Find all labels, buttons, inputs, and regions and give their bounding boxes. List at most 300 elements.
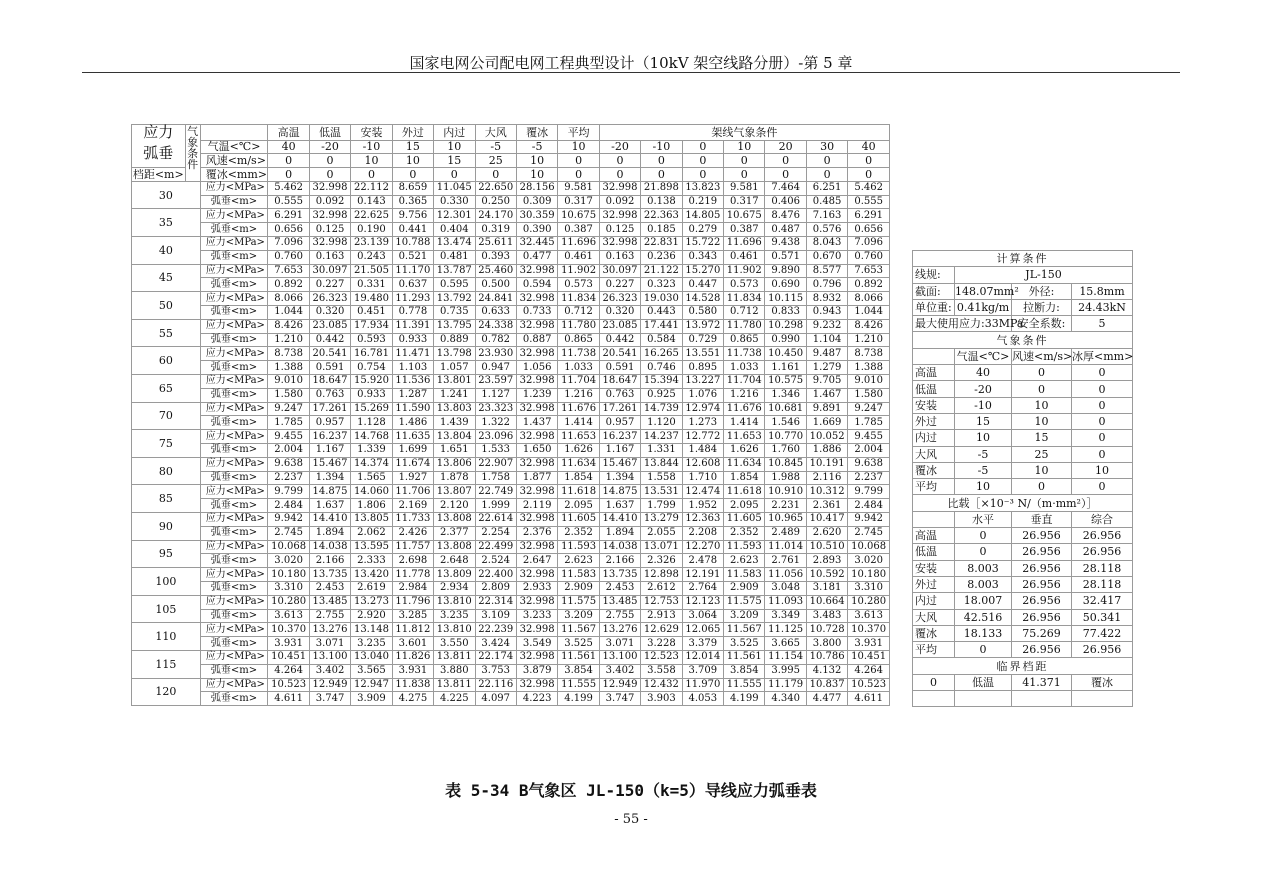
sag-value: 3.048 bbox=[765, 582, 806, 596]
weather-wind: 0 bbox=[1012, 381, 1072, 397]
stress-value: 16.265 bbox=[641, 347, 682, 361]
sag-value: 0.185 bbox=[641, 223, 682, 237]
sag-value: 0.309 bbox=[516, 195, 557, 209]
stress-value: 13.787 bbox=[434, 264, 475, 278]
stress-value: 11.704 bbox=[558, 375, 599, 389]
stress-value: 13.811 bbox=[434, 678, 475, 692]
stress-label: 应力<MPa> bbox=[200, 540, 268, 554]
stress-value: 11.179 bbox=[765, 678, 806, 692]
stress-row bbox=[132, 595, 890, 609]
stress-value: 18.647 bbox=[309, 375, 350, 389]
sag-value: 2.352 bbox=[724, 526, 765, 540]
stress-value: 30.359 bbox=[516, 209, 557, 223]
span-value: 85 bbox=[132, 485, 201, 513]
overhead-condition-label: 架线气象条件 bbox=[599, 125, 889, 141]
sag-value: 0.584 bbox=[641, 333, 682, 347]
unit-weight-value: 0.41kg/m bbox=[955, 299, 1012, 315]
stress-row bbox=[132, 678, 890, 692]
stress-value: 12.629 bbox=[641, 623, 682, 637]
stress-value: 15.920 bbox=[351, 375, 392, 389]
sag-value: 0.712 bbox=[558, 306, 599, 320]
sag-value: 0.406 bbox=[765, 195, 806, 209]
sag-value: 0.957 bbox=[599, 416, 640, 430]
sag-value: 1.565 bbox=[351, 471, 392, 485]
safety-factor-label: 安全系数: bbox=[1012, 316, 1072, 332]
sag-value: 3.601 bbox=[392, 637, 433, 651]
stress-label: 应力<MPa> bbox=[200, 181, 268, 195]
stress-value: 25.460 bbox=[475, 264, 516, 278]
stress-value: 9.487 bbox=[806, 347, 847, 361]
stress-value: 10.845 bbox=[765, 457, 806, 471]
critical-span-value: 覆冰 bbox=[1072, 674, 1133, 690]
critical-span-value: 低温 bbox=[955, 674, 1012, 690]
weather-param-cell: 15 bbox=[392, 140, 433, 154]
load-vertical: 26.956 bbox=[1012, 609, 1072, 625]
sag-value: 1.287 bbox=[392, 388, 433, 402]
sag-value: 0.320 bbox=[309, 306, 350, 320]
sag-value: 2.745 bbox=[848, 526, 890, 540]
blank-cell bbox=[913, 511, 955, 527]
sag-value: 1.637 bbox=[599, 499, 640, 513]
sag-value: 0.447 bbox=[682, 278, 723, 292]
sag-value: 3.931 bbox=[848, 637, 890, 651]
stress-value: 10.280 bbox=[268, 595, 309, 609]
stress-value: 14.805 bbox=[682, 209, 723, 223]
sag-value: 2.489 bbox=[765, 526, 806, 540]
stress-value: 9.455 bbox=[848, 430, 890, 444]
sag-value: 1.056 bbox=[516, 361, 557, 375]
ice-row bbox=[132, 168, 890, 182]
sag-label: 弧垂<m> bbox=[200, 582, 268, 596]
span-value: 80 bbox=[132, 457, 201, 485]
stress-row bbox=[132, 347, 890, 361]
sag-value: 2.761 bbox=[765, 554, 806, 568]
stress-value: 5.462 bbox=[848, 181, 890, 195]
stress-value: 9.705 bbox=[806, 375, 847, 389]
sag-value: 1.799 bbox=[641, 499, 682, 513]
stress-row bbox=[132, 430, 890, 444]
stress-value: 11.125 bbox=[765, 623, 806, 637]
sag-value: 2.062 bbox=[351, 526, 392, 540]
weather-wind: 15 bbox=[1012, 430, 1072, 446]
stress-value: 13.823 bbox=[682, 181, 723, 195]
stress-value: 11.738 bbox=[724, 347, 765, 361]
weather-param-cell: 0 bbox=[392, 168, 433, 182]
stress-value: 11.593 bbox=[558, 540, 599, 554]
stress-value: 11.634 bbox=[558, 457, 599, 471]
stress-value: 17.261 bbox=[309, 402, 350, 416]
stress-value: 12.753 bbox=[641, 595, 682, 609]
load-horizontal: 0 bbox=[955, 528, 1012, 544]
sag-value: 1.167 bbox=[309, 444, 350, 458]
stress-value: 11.555 bbox=[724, 678, 765, 692]
stress-value: 10.837 bbox=[806, 678, 847, 692]
stress-value: 13.792 bbox=[434, 292, 475, 306]
stress-value: 10.910 bbox=[765, 485, 806, 499]
stress-value: 13.808 bbox=[434, 513, 475, 527]
stress-value: 11.733 bbox=[392, 513, 433, 527]
weather-param-cell: 0 bbox=[351, 168, 392, 182]
sag-row bbox=[132, 333, 890, 347]
stress-value: 10.675 bbox=[558, 209, 599, 223]
sag-value: 1.785 bbox=[848, 416, 890, 430]
weather-param-cell: -10 bbox=[351, 140, 392, 154]
sag-label: 弧垂<m> bbox=[200, 637, 268, 651]
load-condition-name: 大风 bbox=[913, 609, 955, 625]
stress-value: 22.650 bbox=[475, 181, 516, 195]
critical-span-value: 0 bbox=[913, 674, 955, 690]
sag-value: 0.461 bbox=[558, 250, 599, 264]
stress-value: 32.998 bbox=[516, 457, 557, 471]
stress-value: 8.043 bbox=[806, 237, 847, 251]
stress-value: 32.998 bbox=[309, 237, 350, 251]
sag-value: 1.626 bbox=[724, 444, 765, 458]
stress-value: 13.273 bbox=[351, 595, 392, 609]
sag-value: 3.800 bbox=[806, 637, 847, 651]
sag-value: 2.095 bbox=[558, 499, 599, 513]
sag-value: 0.461 bbox=[724, 250, 765, 264]
stress-value: 11.780 bbox=[724, 319, 765, 333]
sag-value: 1.241 bbox=[434, 388, 475, 402]
stress-value: 8.738 bbox=[268, 347, 309, 361]
stress-value: 11.093 bbox=[765, 595, 806, 609]
sag-value: 1.388 bbox=[268, 361, 309, 375]
stress-value: 12.949 bbox=[599, 678, 640, 692]
sag-value: 0.317 bbox=[724, 195, 765, 209]
sag-value: 0.487 bbox=[765, 223, 806, 237]
sag-value: 0.393 bbox=[475, 250, 516, 264]
stress-value: 32.998 bbox=[516, 402, 557, 416]
span-value: 60 bbox=[132, 347, 201, 375]
stress-value: 22.749 bbox=[475, 485, 516, 499]
sag-value: 1.322 bbox=[475, 416, 516, 430]
stress-value: 15.467 bbox=[599, 457, 640, 471]
sag-value: 2.648 bbox=[434, 554, 475, 568]
weather-condition-row bbox=[913, 446, 1133, 462]
stress-value: 32.998 bbox=[516, 319, 557, 333]
sag-row bbox=[132, 444, 890, 458]
sag-value: 1.467 bbox=[806, 388, 847, 402]
stress-label: 应力<MPa> bbox=[200, 457, 268, 471]
sag-label: 弧垂<m> bbox=[200, 250, 268, 264]
stress-value: 12.772 bbox=[682, 430, 723, 444]
load-condition-name: 内过 bbox=[913, 593, 955, 609]
weather-param-cell: 10 bbox=[516, 168, 557, 182]
sag-value: 3.709 bbox=[682, 664, 723, 678]
stress-value: 13.276 bbox=[309, 623, 350, 637]
stress-value: 22.831 bbox=[641, 237, 682, 251]
stress-value: 11.635 bbox=[392, 430, 433, 444]
header-title: 国家电网公司配电网工程典型设计（10kV 架空线路分册）-第 5 章 bbox=[409, 54, 853, 72]
weather-param-cell: 0 bbox=[599, 168, 640, 182]
stress-value: 32.998 bbox=[516, 540, 557, 554]
sag-value: 0.594 bbox=[516, 278, 557, 292]
sag-value: 0.571 bbox=[765, 250, 806, 264]
stress-value: 22.112 bbox=[351, 181, 392, 195]
stress-value: 13.810 bbox=[434, 623, 475, 637]
stress-value: 13.148 bbox=[351, 623, 392, 637]
span-value: 120 bbox=[132, 678, 201, 706]
weather-condition-row bbox=[913, 381, 1133, 397]
sag-value: 4.132 bbox=[806, 664, 847, 678]
stress-value: 6.291 bbox=[848, 209, 890, 223]
sag-value: 1.331 bbox=[641, 444, 682, 458]
weather-condition-name: 覆冰 bbox=[913, 462, 955, 478]
sag-label: 弧垂<m> bbox=[200, 223, 268, 237]
load-combined: 26.956 bbox=[1072, 544, 1133, 560]
sag-value: 2.933 bbox=[516, 582, 557, 596]
weather-param-cell: -5 bbox=[475, 140, 516, 154]
condition-name-cell: 低温 bbox=[309, 125, 350, 141]
stress-value: 10.681 bbox=[765, 402, 806, 416]
sag-value: 0.317 bbox=[558, 195, 599, 209]
sag-value: 1.988 bbox=[765, 471, 806, 485]
sag-value: 2.913 bbox=[641, 609, 682, 623]
stress-value: 12.432 bbox=[641, 678, 682, 692]
sag-value: 2.484 bbox=[848, 499, 890, 513]
sag-value: 0.190 bbox=[351, 223, 392, 237]
specific-load-title: 比载［×10⁻³ N/（m·mm²）］ bbox=[913, 495, 1133, 511]
sag-row bbox=[132, 499, 890, 513]
stress-value: 10.523 bbox=[268, 678, 309, 692]
load-vertical: 26.956 bbox=[1012, 576, 1072, 592]
sag-value: 1.210 bbox=[268, 333, 309, 347]
stress-value: 10.180 bbox=[848, 568, 890, 582]
sag-row bbox=[132, 278, 890, 292]
span-value: 55 bbox=[132, 319, 201, 347]
stress-value: 28.156 bbox=[516, 181, 557, 195]
sag-value: 1.044 bbox=[268, 306, 309, 320]
sag-value: 0.933 bbox=[351, 388, 392, 402]
weather-condition-row bbox=[913, 430, 1133, 446]
sag-value: 0.637 bbox=[392, 278, 433, 292]
stress-value: 32.998 bbox=[599, 181, 640, 195]
stress-value: 11.561 bbox=[558, 650, 599, 664]
stress-value: 11.593 bbox=[724, 540, 765, 554]
stress-value: 11.605 bbox=[558, 513, 599, 527]
stress-value: 22.116 bbox=[475, 678, 516, 692]
stress-value: 10.770 bbox=[765, 430, 806, 444]
specific-load-row bbox=[913, 528, 1133, 544]
sag-value: 0.576 bbox=[806, 223, 847, 237]
sag-row bbox=[132, 250, 890, 264]
sag-value: 0.343 bbox=[682, 250, 723, 264]
stress-value: 25.611 bbox=[475, 237, 516, 251]
sag-value: 2.934 bbox=[434, 582, 475, 596]
sag-value: 2.755 bbox=[309, 609, 350, 623]
sag-row bbox=[132, 388, 890, 402]
sag-value: 0.442 bbox=[599, 333, 640, 347]
sag-value: 0.656 bbox=[848, 223, 890, 237]
weather-param-cell: 10 bbox=[724, 140, 765, 154]
stress-value: 32.998 bbox=[516, 513, 557, 527]
weather-temp: -5 bbox=[955, 446, 1012, 462]
sag-value: 1.120 bbox=[641, 416, 682, 430]
stress-value: 14.410 bbox=[599, 513, 640, 527]
stress-value: 11.676 bbox=[558, 402, 599, 416]
sag-value: 1.216 bbox=[724, 388, 765, 402]
stress-value: 9.638 bbox=[268, 457, 309, 471]
sag-value: 3.854 bbox=[558, 664, 599, 678]
span-value: 110 bbox=[132, 623, 201, 651]
stress-value: 11.056 bbox=[765, 568, 806, 582]
stress-value: 11.653 bbox=[724, 430, 765, 444]
critical-span-value: 41.371 bbox=[1012, 674, 1072, 690]
load-vertical: 26.956 bbox=[1012, 560, 1072, 576]
span-value: 105 bbox=[132, 595, 201, 623]
sag-value: 0.763 bbox=[599, 388, 640, 402]
critical-span-title: 临界档距 bbox=[913, 658, 1133, 674]
load-horizontal: 18.007 bbox=[955, 593, 1012, 609]
load-header: 水平 bbox=[955, 511, 1012, 527]
sag-value: 4.097 bbox=[475, 692, 516, 706]
sag-value: 3.525 bbox=[724, 637, 765, 651]
stress-value: 10.180 bbox=[268, 568, 309, 582]
sag-value: 1.927 bbox=[392, 471, 433, 485]
stress-value: 22.314 bbox=[475, 595, 516, 609]
sag-value: 0.125 bbox=[599, 223, 640, 237]
sag-value: 0.865 bbox=[558, 333, 599, 347]
stress-value: 14.038 bbox=[599, 540, 640, 554]
sag-value: 1.669 bbox=[806, 416, 847, 430]
sag-row bbox=[132, 692, 890, 706]
stress-value: 22.614 bbox=[475, 513, 516, 527]
stress-label: 应力<MPa> bbox=[200, 319, 268, 333]
stress-value: 24.841 bbox=[475, 292, 516, 306]
sag-value: 1.346 bbox=[765, 388, 806, 402]
sag-value: 3.109 bbox=[475, 609, 516, 623]
sag-value: 2.620 bbox=[806, 526, 847, 540]
stress-value: 11.834 bbox=[724, 292, 765, 306]
load-horizontal: 8.003 bbox=[955, 560, 1012, 576]
stress-value: 10.370 bbox=[848, 623, 890, 637]
stress-label: 应力<MPa> bbox=[200, 595, 268, 609]
stress-value: 11.704 bbox=[724, 375, 765, 389]
stress-value: 13.972 bbox=[682, 319, 723, 333]
weather-temp: 10 bbox=[955, 430, 1012, 446]
stress-value: 22.174 bbox=[475, 650, 516, 664]
stress-value: 10.280 bbox=[848, 595, 890, 609]
sag-value: 2.116 bbox=[806, 471, 847, 485]
sag-value: 3.565 bbox=[351, 664, 392, 678]
unit-weight-label: 单位重: bbox=[913, 299, 955, 315]
blank-cell bbox=[1012, 691, 1072, 707]
sag-value: 3.909 bbox=[351, 692, 392, 706]
stress-value: 14.768 bbox=[351, 430, 392, 444]
sag-value: 3.235 bbox=[351, 637, 392, 651]
stress-value: 23.085 bbox=[599, 319, 640, 333]
stress-value: 11.738 bbox=[558, 347, 599, 361]
sag-value: 0.481 bbox=[434, 250, 475, 264]
stress-value: 7.653 bbox=[848, 264, 890, 278]
ice-label: 覆冰<mm> bbox=[200, 168, 268, 182]
stress-value: 17.441 bbox=[641, 319, 682, 333]
stress-value: 9.942 bbox=[268, 513, 309, 527]
stress-value: 13.806 bbox=[434, 457, 475, 471]
stress-value: 5.462 bbox=[268, 181, 309, 195]
weather-wind: 10 bbox=[1012, 397, 1072, 413]
weather-ice: 10 bbox=[1072, 462, 1133, 478]
stress-value: 23.096 bbox=[475, 430, 516, 444]
load-condition-name: 高温 bbox=[913, 528, 955, 544]
sag-value: 0.947 bbox=[475, 361, 516, 375]
stress-value: 11.970 bbox=[682, 678, 723, 692]
stress-row bbox=[132, 264, 890, 278]
stress-value: 22.907 bbox=[475, 457, 516, 471]
weather-wind: 25 bbox=[1012, 446, 1072, 462]
stress-value: 32.998 bbox=[516, 347, 557, 361]
sag-label: 弧垂<m> bbox=[200, 444, 268, 458]
sag-value: 0.092 bbox=[599, 195, 640, 209]
stress-value: 32.998 bbox=[516, 264, 557, 278]
stress-value: 16.237 bbox=[599, 430, 640, 444]
sag-value: 1.339 bbox=[351, 444, 392, 458]
sag-value: 2.120 bbox=[434, 499, 475, 513]
stress-value: 14.875 bbox=[309, 485, 350, 499]
stress-value: 12.947 bbox=[351, 678, 392, 692]
stress-value: 15.394 bbox=[641, 375, 682, 389]
stress-row bbox=[132, 375, 890, 389]
condition-name-cell: 大风 bbox=[475, 125, 516, 141]
sag-value: 4.223 bbox=[516, 692, 557, 706]
stress-value: 11.838 bbox=[392, 678, 433, 692]
stress-value: 32.998 bbox=[516, 292, 557, 306]
sag-value: 1.127 bbox=[475, 388, 516, 402]
stress-value: 13.551 bbox=[682, 347, 723, 361]
stress-value: 9.247 bbox=[848, 402, 890, 416]
load-vertical: 26.956 bbox=[1012, 544, 1072, 560]
sag-value: 0.319 bbox=[475, 223, 516, 237]
stress-value: 10.191 bbox=[806, 457, 847, 471]
stress-row bbox=[132, 402, 890, 416]
sag-value: 1.414 bbox=[558, 416, 599, 430]
stress-value: 10.298 bbox=[765, 319, 806, 333]
sag-value: 0.573 bbox=[558, 278, 599, 292]
stress-value: 9.799 bbox=[268, 485, 309, 499]
sag-value: 1.210 bbox=[848, 333, 890, 347]
specific-load-row bbox=[913, 544, 1133, 560]
sag-value: 0.138 bbox=[641, 195, 682, 209]
sag-row bbox=[132, 554, 890, 568]
sag-row bbox=[132, 471, 890, 485]
stress-value: 32.998 bbox=[599, 209, 640, 223]
stress-value: 11.583 bbox=[724, 568, 765, 582]
weather-condition-name: 平均 bbox=[913, 479, 955, 495]
weather-temp: 15 bbox=[955, 413, 1012, 429]
stress-value: 10.068 bbox=[848, 540, 890, 554]
load-combined: 26.956 bbox=[1072, 528, 1133, 544]
stress-value: 32.998 bbox=[516, 678, 557, 692]
sag-value: 1.388 bbox=[848, 361, 890, 375]
sag-value: 2.426 bbox=[392, 526, 433, 540]
stress-value: 9.581 bbox=[558, 181, 599, 195]
sag-value: 0.760 bbox=[268, 250, 309, 264]
sag-value: 3.879 bbox=[516, 664, 557, 678]
stress-row bbox=[132, 513, 890, 527]
sag-label: 弧垂<m> bbox=[200, 664, 268, 678]
span-value: 40 bbox=[132, 237, 201, 265]
stress-value: 10.965 bbox=[765, 513, 806, 527]
weather-param-cell: 0 bbox=[724, 154, 765, 168]
weather-temp: -10 bbox=[955, 397, 1012, 413]
stress-value: 11.618 bbox=[558, 485, 599, 499]
weather-temp: -5 bbox=[955, 462, 1012, 478]
stress-value: 12.898 bbox=[641, 568, 682, 582]
sag-value: 0.143 bbox=[351, 195, 392, 209]
stress-value: 13.798 bbox=[434, 347, 475, 361]
sag-value: 0.330 bbox=[434, 195, 475, 209]
stress-value: 7.464 bbox=[765, 181, 806, 195]
